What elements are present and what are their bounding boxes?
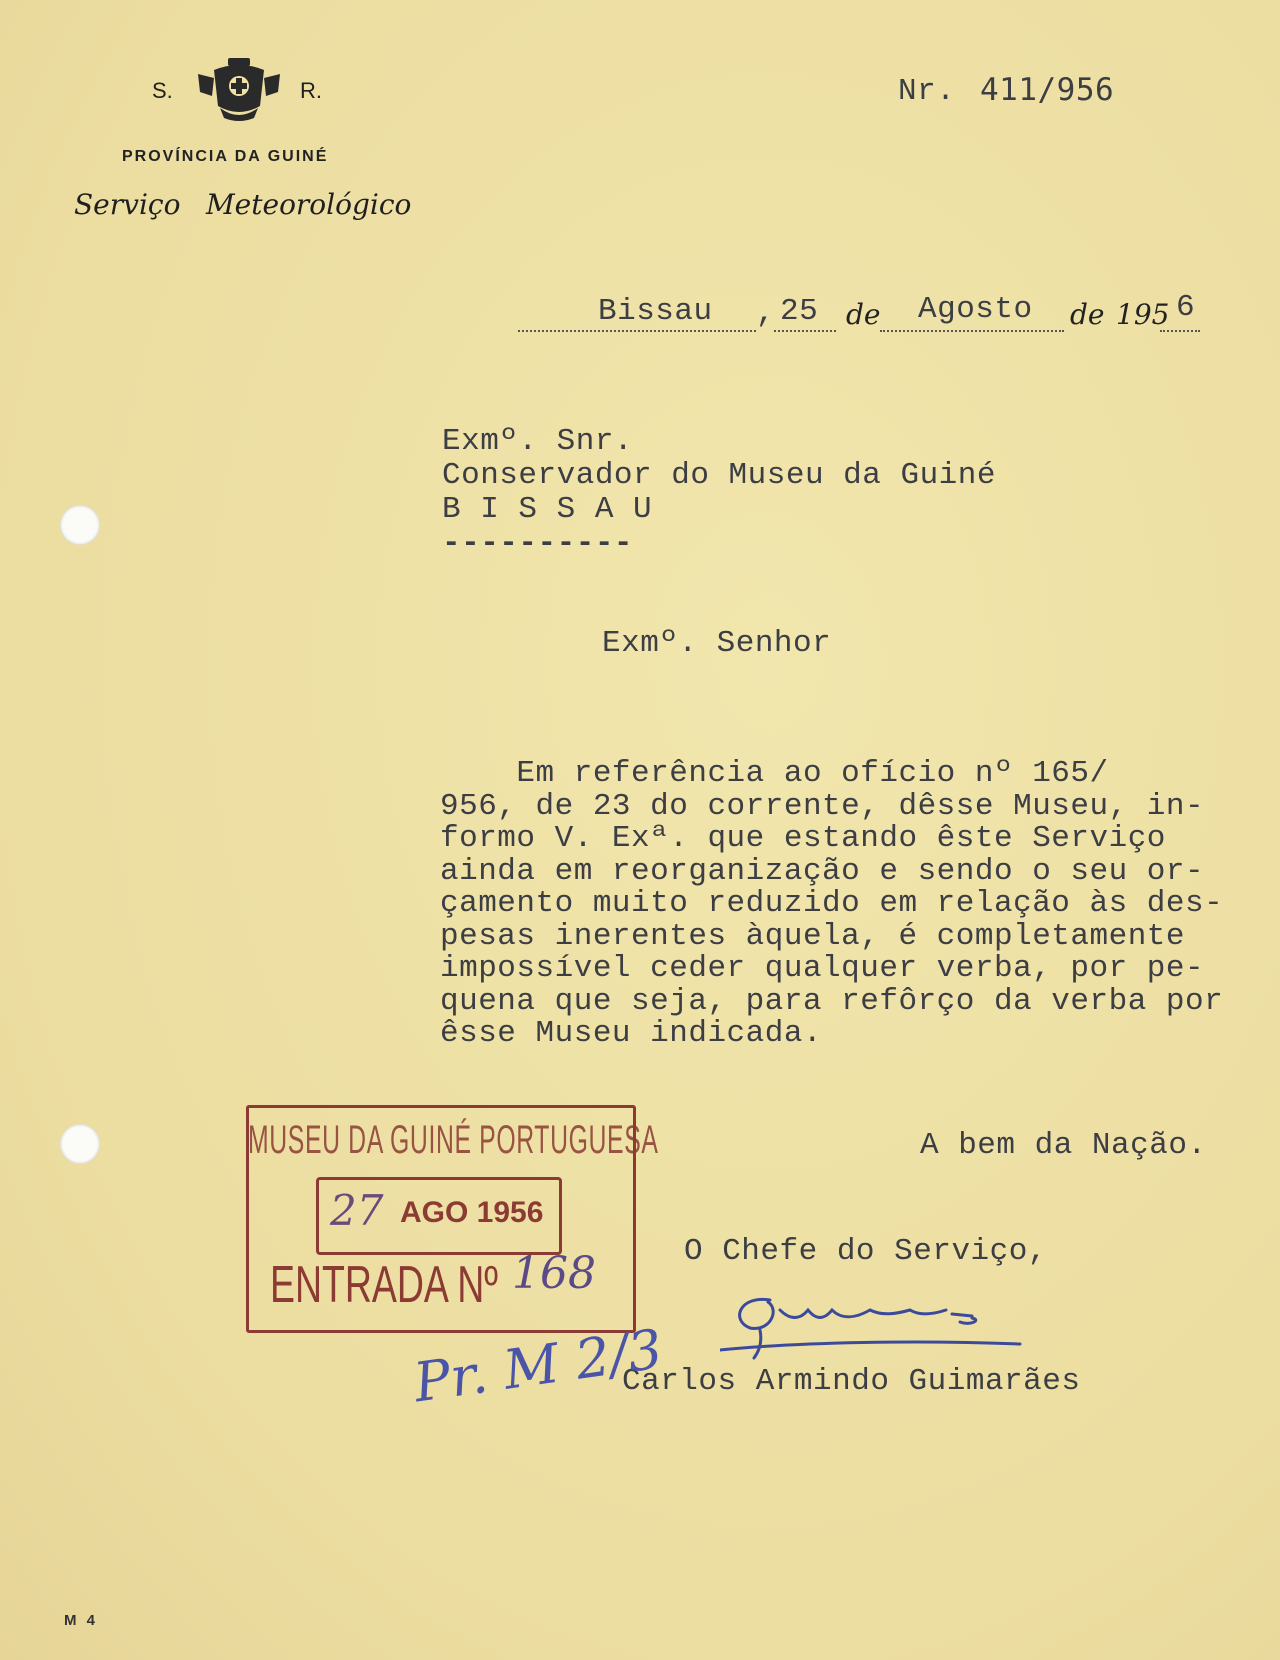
date-day-line xyxy=(774,330,836,332)
body-line: formo V. Exª. que estando êste Serviço xyxy=(440,821,1166,856)
stamp-day: 27 xyxy=(330,1186,384,1235)
stamp-entrada-number: 168 xyxy=(512,1248,596,1299)
body-line: 956, de 23 do corrente, dêsse Museu, in- xyxy=(440,788,1205,824)
punch-hole-bottom xyxy=(60,1124,100,1164)
letterhead-service-word1: Serviço xyxy=(74,188,181,221)
date-place-line xyxy=(518,330,756,332)
date-year-prefix: 195 xyxy=(1116,298,1170,331)
reference-number: 411/956 xyxy=(980,72,1115,108)
body-line: Em referência ao ofício nº 165/ xyxy=(440,756,1109,791)
date-day: 25 xyxy=(780,294,819,329)
letter-body xyxy=(440,758,1223,1051)
body-line: impossível ceder qualquer verba, por pe- xyxy=(440,951,1205,986)
signature-text xyxy=(780,1308,857,1324)
body-line: pesas inerentes àquela, é completamente xyxy=(440,918,1186,954)
date-place: Bissau xyxy=(598,294,713,329)
addressee-rule: ---------- xyxy=(442,526,634,561)
letterhead-left-initial: S. xyxy=(152,78,173,103)
signatory-name: Carlos Armindo Guimarães xyxy=(622,1364,1081,1399)
signature-title: O Chefe do Serviço, xyxy=(684,1234,1047,1269)
addressee-line2: Conservador do Museu da Guiné xyxy=(442,458,996,493)
letterhead-province: PROVÍNCIA DA GUINÉ xyxy=(122,148,329,165)
letterhead-right-initial: R. xyxy=(300,78,322,103)
stamp-month-year: AGO 1956 xyxy=(400,1196,544,1229)
salutation: Exmº. Senhor xyxy=(602,626,832,661)
body-line: êsse Museu indicada. xyxy=(440,1016,823,1051)
punch-hole-top xyxy=(60,505,100,545)
stamp-entrada-label: ENTRADA Nº xyxy=(270,1256,498,1314)
reference-prefix: Nr. xyxy=(898,74,956,109)
date-comma: , xyxy=(756,296,776,331)
date-year-digit: 6 xyxy=(1176,290,1196,325)
body-line: çamento muito reduzido em relação às des- xyxy=(440,886,1224,921)
letterhead-service-word2: Meteorológico xyxy=(206,188,412,221)
coat-of-arms-icon xyxy=(194,52,284,124)
date-de-1: de xyxy=(846,298,881,331)
body-line: ainda em reorganização e sendo o seu or- xyxy=(440,853,1205,889)
date-month-line xyxy=(880,330,1064,332)
closing: A bem da Nação. xyxy=(920,1128,1207,1163)
handwritten-note: Pr. M 2/3 xyxy=(410,1317,667,1415)
addressee-line1: Exmº. Snr. xyxy=(442,424,634,459)
addressee-line3: B I S S A U xyxy=(442,492,653,527)
body-line: quena que seja, para refôrço da verba por xyxy=(440,983,1224,1019)
handwritten-signature xyxy=(720,1280,1040,1360)
date-de-2: de xyxy=(1070,298,1105,331)
date-month: Agosto xyxy=(918,292,1033,327)
form-code: M 4 xyxy=(64,1612,99,1629)
stamp-header: MUSEU DA GUINÉ PORTUGUESA xyxy=(248,1118,659,1162)
